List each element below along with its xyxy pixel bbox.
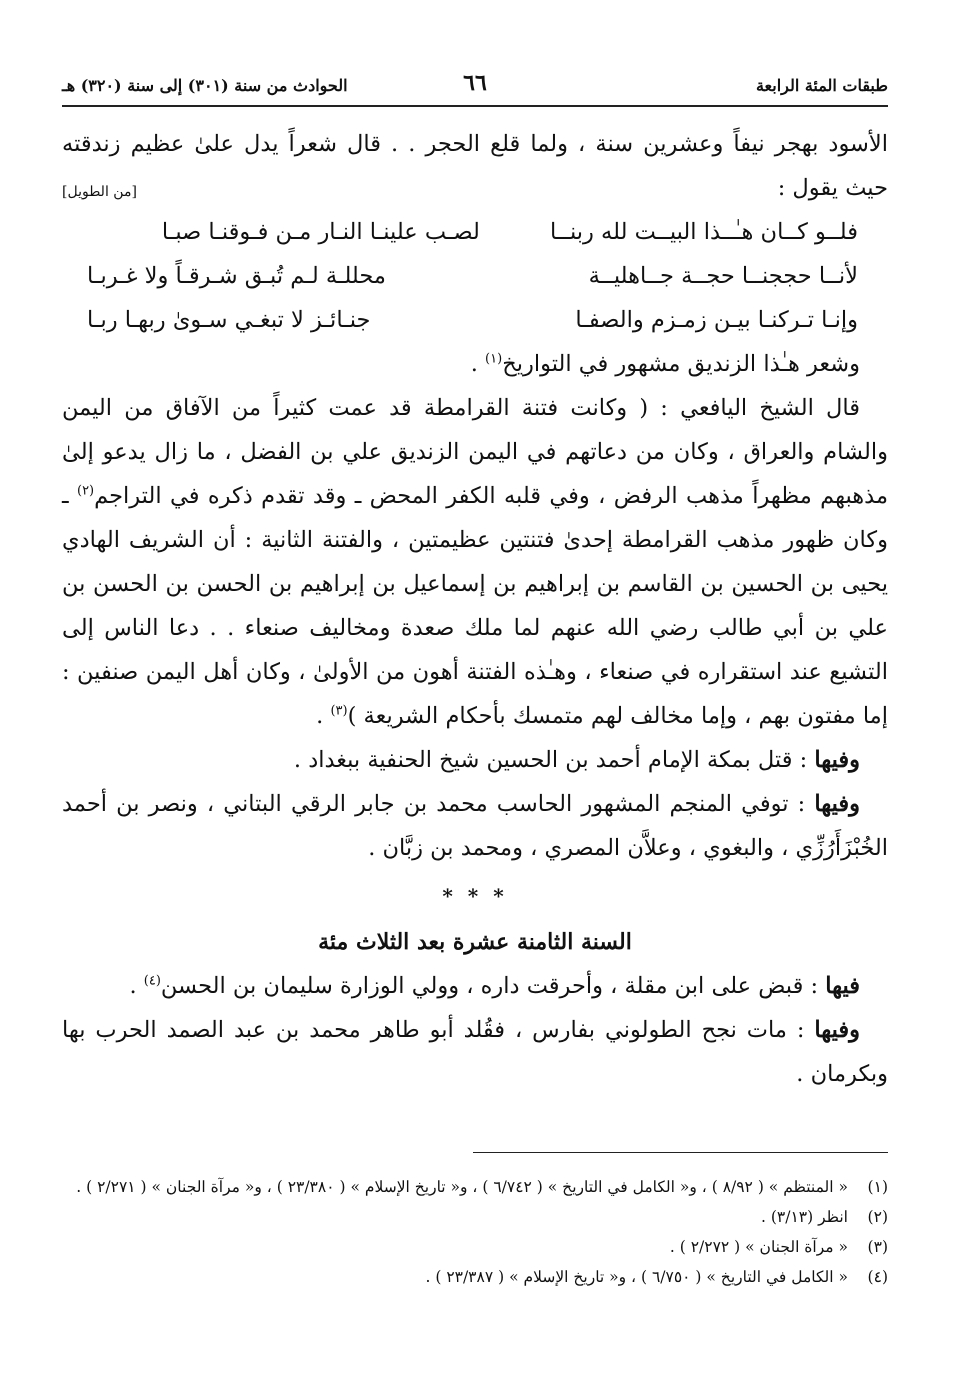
event-lead: وفيها xyxy=(814,791,860,817)
poem-note-text: وشعر هـٰذا الزنديق مشهور في التواريخ xyxy=(502,351,860,377)
verse-line xyxy=(62,298,888,342)
event-paragraph xyxy=(62,1008,888,1096)
section-separator: * * * xyxy=(442,884,508,908)
footnote-number: (٤) xyxy=(867,1268,888,1286)
yafii-paragraph xyxy=(62,386,888,738)
footnote-number: (٢) xyxy=(867,1208,888,1226)
footnote-text: « مرآة الجنان » ( ٢/٢٧٢ ) . xyxy=(669,1238,848,1256)
footnote xyxy=(62,1232,888,1262)
footnote xyxy=(62,1202,888,1232)
footnote-text: انظر (٣/١٣) . xyxy=(761,1208,848,1226)
chapter-range-header: الحوادث من سنة (٣٠١) إلى سنة (٣٢٠) هـ xyxy=(62,76,348,95)
event-end: . xyxy=(129,973,144,999)
running-head xyxy=(62,70,888,96)
event-lead: وفيها xyxy=(814,1017,860,1043)
footnote-number: (١) xyxy=(867,1178,888,1196)
event-lead: فيها xyxy=(825,973,860,999)
footnote-text: « الكامل في التاريخ » ( ٦/٧٥٠ ) ، و« تاريخ الإسلام » ( ٢٣/٣٨٧ ) . xyxy=(425,1268,848,1286)
intro-text: الأسود بهجر نيفاً وعشرين سنة ، ولما قلع الحجر . . قال شعراً يدل علىٰ عظيم زندقته حيث يقول : xyxy=(62,131,888,201)
event-lead: وفيها xyxy=(814,747,860,773)
verse-second-hemistich: محللـة لـم تُبـق شـرقـاً ولا غـربـا xyxy=(87,263,386,289)
footnote xyxy=(62,1262,888,1292)
yafii-end: . xyxy=(316,703,331,729)
verse-second-hemistich: لصـب علينـا النـار مـن فـوقنـا صبـا xyxy=(161,219,480,245)
poem-note xyxy=(62,342,888,386)
event-paragraph xyxy=(62,964,888,1008)
footnote-ref: (١) xyxy=(485,351,503,367)
page-number: ٦٦ xyxy=(463,70,487,96)
event-text: : قتل بمكة الإمام أحمد بن الحسين شيخ الحنفية ببغداد . xyxy=(293,747,815,773)
event-text: : مات نجح الطولوني بفارس ، فقُلد أبو طاهر محمد بن عبد الصمد الحرب بها وبكرمان . xyxy=(62,1017,888,1087)
verse-first-hemistich: فلــو كــان هـٰــذا البيــت لله ربنــا xyxy=(549,219,858,245)
event-text: : توفي المنجم المشهور الحاسب محمد بن جابر الرقي البتاني ، ونصر بن أحمد الخُبْزَأَرُزِّي ، والبغوي ، وعلاَّن المصري ، ومحمد بن زبَّان . xyxy=(62,791,888,861)
footnote-number: (٣) xyxy=(867,1238,888,1256)
section-title: السنة الثامنة عشرة بعد الثلاث مئة xyxy=(318,929,632,955)
poem xyxy=(62,210,888,342)
yafii-text: قال الشيخ اليافعي : ( وكانت فتنة القرامطة قد عمت كثيراً من الآفاق من اليمن والشام والعراق ، وكان من دعاتهم في اليمن الزنديق علي بن الفضل ، ما زال يدعو إلىٰ مذهبهم مظهراً مذهب الرفض ، وفي قلبه الكفر المحض ـ وقد تقدم ذكره في التراجم xyxy=(62,395,888,509)
event-paragraph xyxy=(62,738,888,782)
verse-line xyxy=(62,254,888,298)
footnote xyxy=(62,1172,888,1202)
poem-note-end: . xyxy=(470,351,486,377)
footnotes xyxy=(62,1172,888,1292)
intro-paragraph xyxy=(62,122,888,210)
meter-label: [من الطويل] xyxy=(62,184,137,200)
yafii-text-2: ـ وكان ظهور مذهب القرامطة إحدىٰ فتنتين عظيمتين ، والفتنة الثانية : أن الشريف الهادي يحيى بن الحسين بن القاسم بن إبراهيم بن إسماعيل بن إبراهيم بن الحسن بن الحسن بن علي بن أبي طالب رضي الله عنهم لما ملك صعدة ومخاليف صنعاء . . دعا الناس إلى التشيع عند استقراره في صنعاء ، وهـٰذه الفتنة أهون من الأولىٰ ، وكان أهل اليمن صنفين : إما مفتون بهم ، وإما مخالف لهم متمسك بأحكام الشريعة ) xyxy=(62,483,888,729)
main-text xyxy=(62,122,888,1096)
footnote-ref: (٢) xyxy=(76,483,95,499)
header-rule xyxy=(62,105,888,107)
verse-first-hemistich: وإنـا تـركنـا بيـن زمـزم والصفـا xyxy=(575,307,858,333)
book-title-header: طبقات المئة الرابعة xyxy=(755,76,888,95)
event-text: : قبض على ابن مقلة ، وأحرقت داره ، وولي الوزارة سليمان بن الحسن xyxy=(160,973,826,999)
footnote-rule xyxy=(473,1152,888,1153)
verse-first-hemistich: لأنــا حججنــا حجــة جــاهليــة xyxy=(588,263,858,289)
footnote-ref: (٣) xyxy=(330,703,348,719)
verse-line xyxy=(137,210,888,254)
verse-second-hemistich: جنـائـز لا تبغـي سـوىٰ ربهـا ربـا xyxy=(87,307,371,333)
footnote-ref: (٤) xyxy=(143,973,161,989)
event-paragraph xyxy=(62,782,888,870)
footnote-text: « المنتظم » ( ٨/٩٢ ) ، و« الكامل في التاريخ » ( ٦/٧٤٢ ) ، و« تاريخ الإسلام » ( ٢٣/٣٨٠ ) ، و« مرآة الجنان » ( ٢/٢٧١ ) . xyxy=(76,1178,848,1196)
